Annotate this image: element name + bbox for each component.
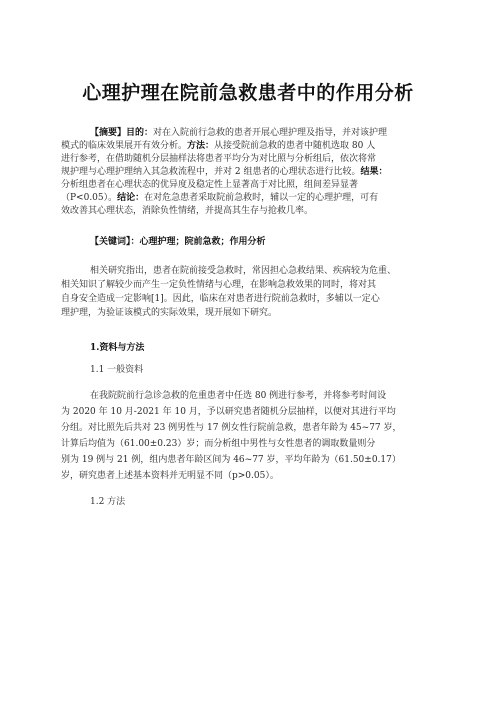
abstract-line-4	[61, 166, 387, 178]
paragraph-line: 别为 19 例与 21 例，组内患者年龄区间为 46~77 岁，平均年龄为（61.50±0.17）	[61, 455, 401, 465]
intro-line: 理护理，为验证该模式的实际效果，现开展如下研究。	[61, 308, 278, 318]
paragraph-line: 分组。对比照先后共对 23 例男性与 17 例女性行院前急救，患者年龄为 45~77 岁，	[61, 423, 402, 433]
conclusion-label: 结论：	[117, 193, 145, 203]
intro-line: 相关研究指出，患者在院前接受急救时，常因担心急救结果、疾病较为危重、	[90, 266, 397, 276]
abstract-text: （P<0.05）。	[61, 193, 118, 203]
objective-label: 目的：	[126, 128, 154, 138]
abstract-line-5: 分析组患者在心理状态的优异度及稳定性上显著高于对比照，组间差异显著	[61, 180, 359, 190]
subsection-heading: 1.2 方法	[90, 497, 126, 507]
abstract-line-6	[61, 192, 378, 204]
subsection-heading: 1.1 一般资料	[90, 365, 144, 375]
abstract-text: 模式的临床效果展开有效分析。	[61, 141, 188, 151]
abstract-line-2	[61, 140, 375, 152]
paragraph-line: 计算后均值为（61.00±0.23）岁；而分析组中男性与女性患者的调取数量则分	[61, 439, 376, 449]
intro-line: 相关知识了解较少而产生一定负性情绪与心理，在影响急救效果的同时，将对其	[61, 280, 377, 290]
result-label: 结果：	[360, 167, 388, 177]
abstract-label: 【摘要】	[90, 128, 127, 138]
objective-text: 对在入院前行急救的患者开展心理护理及指导，并对该护理	[153, 128, 388, 138]
intro-line: 自身安全造成一定影响[1]。因此，临床在对患者进行院前急救时，多辅以一定心	[61, 294, 380, 304]
document-title: 心理护理在院前急救患者中的作用分析	[82, 82, 414, 104]
paragraph-line: 岁，研究患者上述基本资料并无明显不同（p>0.05）。	[61, 471, 279, 481]
method-label: 方法：	[187, 141, 215, 151]
section-heading: 1.资料与方法	[90, 343, 145, 353]
keywords: 【关键词】：心理护理；院前急救；作用分析	[90, 237, 266, 247]
method-text: 从接受院前急救的患者中随机选取 80 人	[214, 141, 376, 151]
abstract-text: 规护理与心理护理纳入其急救流程中，并对 2 组患者的心理状态进行比较。	[61, 167, 361, 177]
abstract-line-3: 进行参考，在借助随机分层抽样法将患者平均分为对比照与分析组后，依次将常	[61, 154, 377, 164]
paragraph-line: 在我院院前行急诊急救的危重患者中任选 80 例进行参考，并将参考时间设	[90, 391, 387, 401]
abstract-line-1	[90, 127, 387, 139]
abstract-line-7: 效改善其心理状态，消除负性情绪，并提高其生存与抢救几率。	[61, 206, 314, 216]
conclusion-text: 在对危急患者采取院前急救时，辅以一定的心理护理，可有	[144, 193, 379, 203]
paragraph-line: 为 2020 年 10 月-2021 年 10 月，予以研究患者随机分层抽样，以便对其进行平均	[61, 407, 396, 417]
